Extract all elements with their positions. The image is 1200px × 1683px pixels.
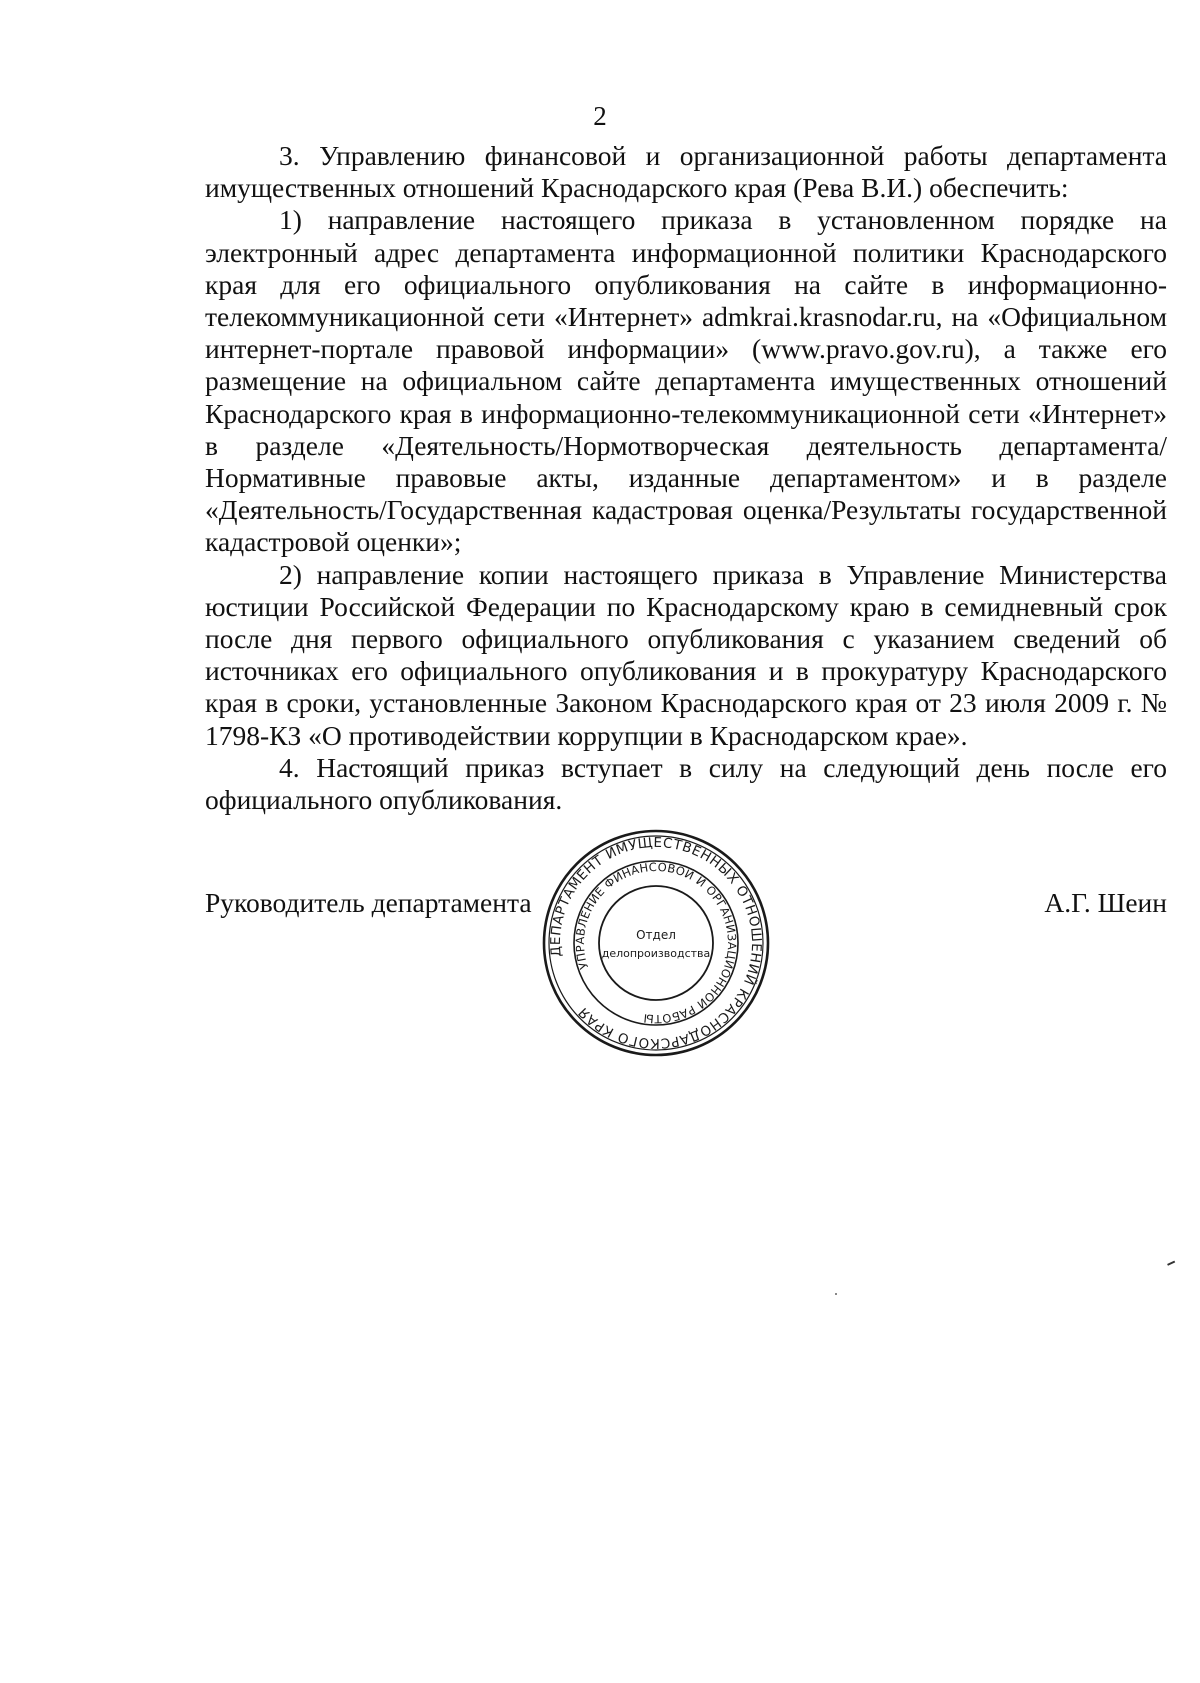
official-seal-stamp <box>540 827 772 1059</box>
signatory-name: А.Г. Шеин <box>1044 887 1167 918</box>
seal-center-line-2: делопроизводства <box>601 947 711 960</box>
seal-inner-text: УПРАВЛЕНИЕ ФИНАНСОВОЙ И ОРГАНИЗАЦИОННОЙ РАБОТЫ <box>572 859 740 1027</box>
seal-center-line-1: Отдел <box>636 928 676 942</box>
seal-outer-text: ДЕПАРТАМЕНТ ИМУЩЕСТВЕННЫХ ОТНОШЕНИЙ КРАСНОДАРСКОГО КРАЯ <box>547 834 765 1052</box>
paragraph-3: 3. Управлению финансовой и организационной работы департамента имущественных отношений Краснодарского края (Рева В.И.) обеспечить: <box>205 140 1167 204</box>
scan-artifact-dot <box>835 1293 837 1295</box>
page-number: 2 <box>593 101 607 131</box>
paragraph-3-1: 1) направление настоящего приказа в установленном порядке на электронный адрес департамента информационной политики Краснодарского края для его официального опубликования на сайте в информационно-телекоммуникационной сети «Интернет» admkrai.krasnodar.ru, на «Официальном интернет-портале правовой информации» (www.pravo.gov.ru), а также его размещение на официальном сайте департамента имущественных отношений Краснодарского края в информационно-телекоммуникационной сети «Интернет» в разделе «Деятельность/Нормотворческая деятельность департамента/Нормативные правовые акты, изданные департаментом» и в разделе «Деятельность/Государственная кадастровая оценка/Результаты государственной кадастровой оценки»; <box>205 204 1167 558</box>
seal-icon <box>540 827 772 1059</box>
signatory-position: Руководитель департамента <box>205 887 532 918</box>
paragraph-3-2: 2) направление копии настоящего приказа в Управление Министерства юстиции Российской Федерации по Краснодарскому краю в семидневный срок после дня первого официального опубликования с указанием сведений об источниках его официального опубликования и в прокуратуру Краснодарского края в сроки, установленные Законом Краснодарского края от 23 июля 2009 г. № 1798-КЗ «О противодействии коррупции в Краснодарском крае». <box>205 558 1167 751</box>
paragraph-4: 4. Настоящий приказ вступает в силу на следующий день после его официального опубликования. <box>205 751 1167 816</box>
document-body <box>205 140 1167 816</box>
scan-artifact <box>1167 1261 1177 1270</box>
